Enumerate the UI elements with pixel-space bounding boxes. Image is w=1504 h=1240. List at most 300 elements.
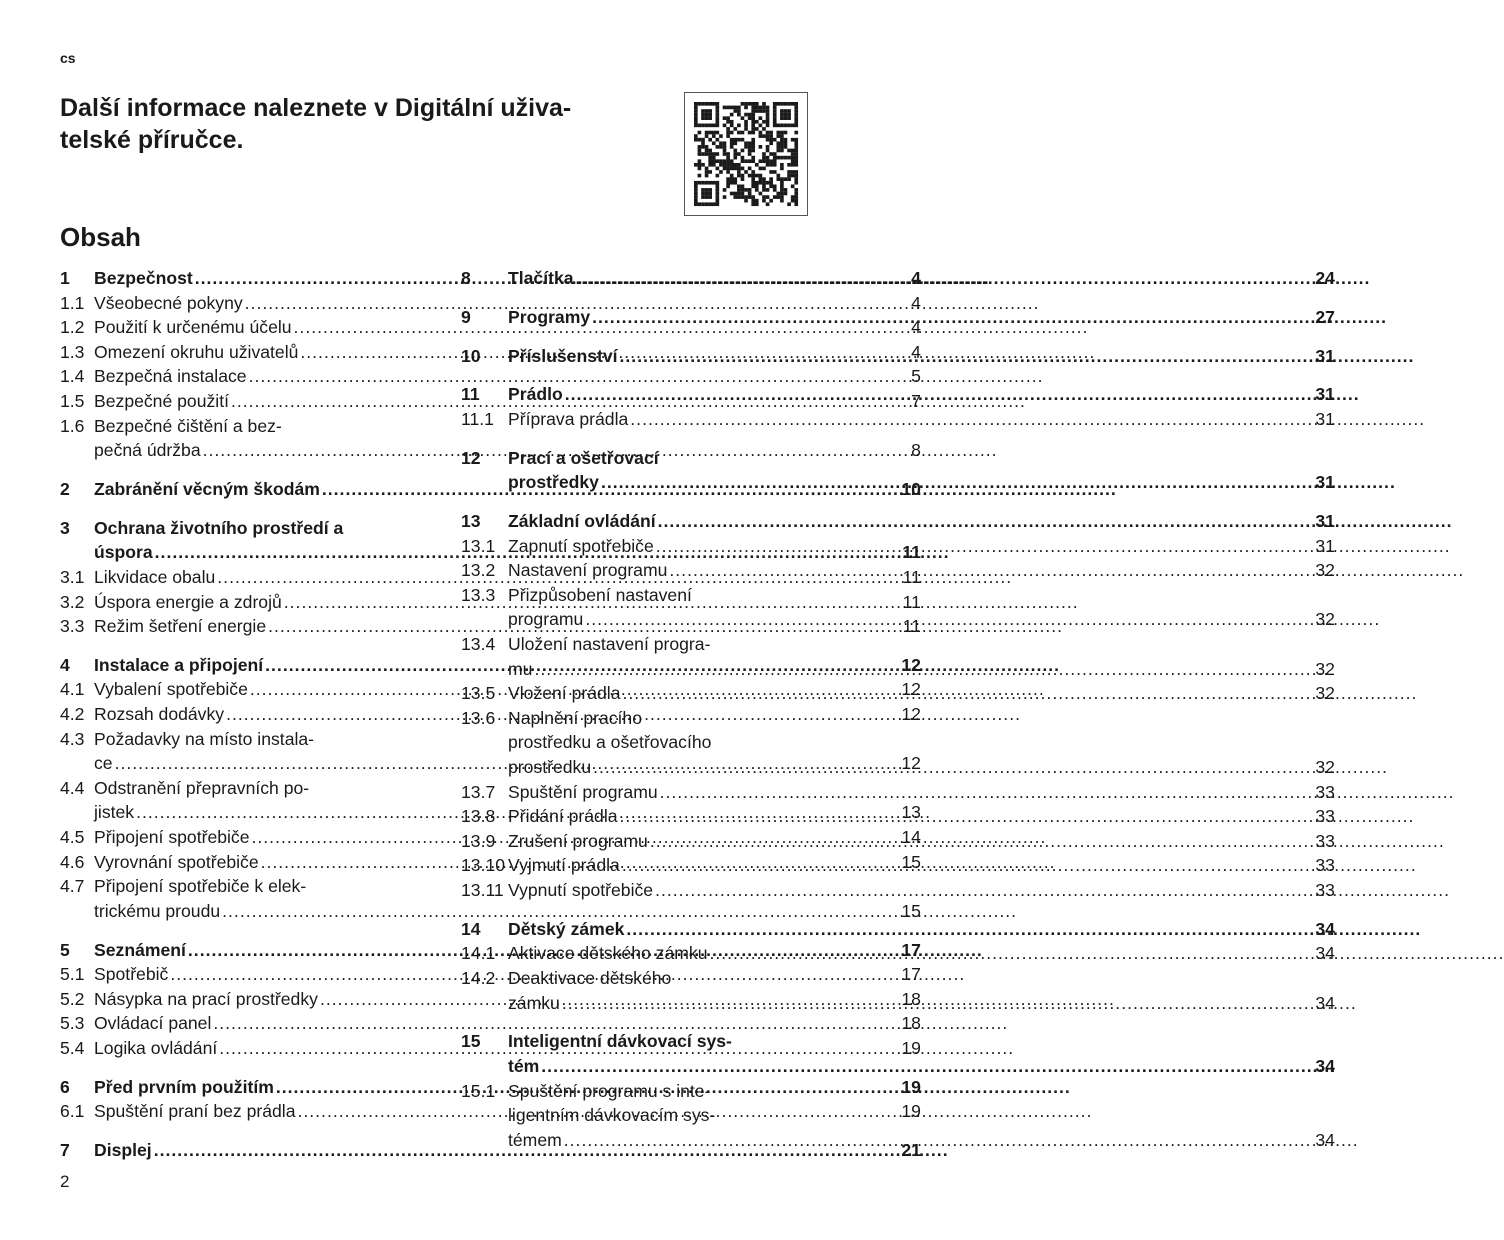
- qr-module: [748, 167, 752, 171]
- toc-leader-dots: [626, 917, 1305, 942]
- toc-entry-number: 11: [461, 384, 480, 405]
- qr-module: [791, 156, 795, 160]
- toc-entry-title: trickému proudu: [94, 900, 221, 921]
- qr-module: [698, 131, 702, 135]
- toc-entry-page: 19: [901, 1101, 921, 1122]
- qr-module: [716, 159, 720, 163]
- qr-module: [694, 199, 698, 203]
- qr-module: [698, 163, 702, 167]
- qr-module: [791, 199, 795, 203]
- qr-module: [787, 116, 791, 120]
- qr-module: [741, 188, 745, 192]
- toc-entry[interactable]: [461, 382, 1335, 407]
- toc-entry-number: 14: [461, 918, 481, 939]
- qr-module: [784, 124, 788, 128]
- qr-module: [769, 170, 773, 174]
- qr-module: [751, 170, 755, 174]
- toc-entry-page: 32: [1315, 757, 1335, 778]
- qr-module: [780, 188, 784, 192]
- toc-entry-number: 14.2: [461, 967, 496, 988]
- toc-leader-dots: [660, 780, 1305, 805]
- qr-module: [730, 138, 734, 142]
- qr-module: [794, 159, 798, 163]
- qr-module: [744, 141, 748, 145]
- toc-leader-dots: [650, 829, 1305, 854]
- qr-module: [776, 131, 780, 135]
- qr-module: [784, 188, 788, 192]
- toc-entry-title: Vybalení spotřebiče: [94, 679, 248, 700]
- qr-module: [741, 131, 745, 135]
- qr-module: [730, 192, 734, 196]
- qr-module: [751, 159, 755, 163]
- toc-entry-page: 33: [1315, 806, 1335, 827]
- toc-entry-page: 14: [901, 827, 921, 848]
- toc-entry-number: 1.2: [60, 317, 85, 338]
- qr-module: [698, 124, 702, 128]
- toc-entry-number: 4.5: [60, 827, 85, 848]
- toc-entry-title: Programy: [508, 306, 591, 327]
- qr-module: [791, 124, 795, 128]
- qr-module: [733, 149, 737, 153]
- qr-module: [748, 159, 752, 163]
- qr-module: [737, 152, 741, 156]
- qr-module: [705, 134, 709, 138]
- qr-module: [748, 145, 752, 149]
- qr-module: [716, 192, 720, 196]
- qr-module: [701, 109, 705, 113]
- qr-module: [755, 120, 759, 124]
- qr-module: [794, 152, 798, 156]
- qr-module: [719, 163, 723, 167]
- qr-module: [755, 174, 759, 178]
- qr-module: [766, 156, 770, 160]
- qr-module: [751, 199, 755, 203]
- qr-module: [784, 192, 788, 196]
- toc-entry-number: 13.1: [461, 535, 496, 556]
- qr-module: [698, 167, 702, 171]
- toc-entry-title: ce: [94, 753, 113, 774]
- qr-module: [694, 113, 698, 117]
- qr-module: [723, 116, 727, 120]
- qr-module: [737, 109, 741, 113]
- toc-entry-number: 1: [60, 268, 70, 288]
- qr-module: [694, 188, 698, 192]
- qr-module: [737, 138, 741, 142]
- qr-module: [780, 131, 784, 135]
- toc-entry[interactable]: [461, 407, 1335, 432]
- qr-module: [780, 145, 784, 149]
- qr-module: [726, 181, 730, 185]
- qr-module: [730, 163, 734, 167]
- qr-module: [708, 163, 712, 167]
- qr-module: [784, 138, 788, 142]
- toc-section: [461, 382, 1335, 431]
- qr-module: [701, 188, 705, 192]
- toc-entry-title: Instalace a připojení: [94, 654, 264, 675]
- toc-entry-title: Vyrovnání spotřebiče: [94, 851, 259, 872]
- qr-module: [741, 156, 745, 160]
- toc-entry-page: 12: [901, 679, 921, 700]
- qr-module: [794, 113, 798, 117]
- toc-entry-number: 4.6: [60, 851, 85, 872]
- qr-module: [762, 181, 766, 185]
- qr-module: [726, 152, 730, 156]
- qr-module: [723, 188, 727, 192]
- qr-module: [716, 195, 720, 199]
- qr-module: [726, 131, 730, 135]
- qr-module: [716, 120, 720, 124]
- qr-module: [733, 106, 737, 110]
- toc-leader-dots: [622, 681, 1304, 706]
- qr-module: [759, 109, 763, 113]
- qr-module: [794, 181, 798, 185]
- qr-module: [737, 106, 741, 110]
- qr-module: [773, 116, 777, 120]
- qr-module: [708, 102, 712, 106]
- qr-module: [744, 120, 748, 124]
- toc-leader-dots: [658, 509, 1305, 534]
- qr-module: [733, 177, 737, 181]
- toc-leader-dots: [710, 941, 1305, 966]
- qr-module: [723, 124, 727, 128]
- toc-entry-number: 1.5: [60, 390, 85, 411]
- qr-module: [751, 131, 755, 135]
- toc-entry[interactable]: [60, 364, 921, 389]
- qr-module: [780, 163, 784, 167]
- toc-entry[interactable]: [461, 266, 1335, 291]
- qr-module: [705, 145, 709, 149]
- qr-module: [773, 106, 777, 110]
- toc-entry-title: zámku: [508, 992, 560, 1013]
- qr-module: [730, 174, 734, 178]
- qr-module: [716, 202, 720, 206]
- toc-entry-title: Tlačítka: [508, 268, 574, 288]
- qr-module: [773, 156, 777, 160]
- toc-entry-page: 34: [1315, 1055, 1335, 1076]
- toc-entry-title: Odstranění přepravních po-: [94, 777, 310, 798]
- toc-entry-title: Seznámení: [94, 939, 186, 960]
- qr-module: [737, 192, 741, 196]
- qr-module: [705, 109, 709, 113]
- qr-module: [726, 116, 730, 120]
- toc-entry-page: 33: [1315, 781, 1335, 802]
- qr-module: [776, 192, 780, 196]
- toc-entry[interactable]: [60, 1011, 921, 1036]
- qr-module: [719, 170, 723, 174]
- toc-entry-title: Naplnění pracího: [508, 707, 642, 728]
- toc-entry-page: 11: [902, 542, 921, 563]
- qr-module: [705, 202, 709, 206]
- toc-entry-number: 5.1: [60, 964, 85, 985]
- toc-entry-title: Zrušení programu: [508, 830, 648, 851]
- qr-module: [698, 145, 702, 149]
- qr-module: [773, 195, 777, 199]
- qr-module: [791, 170, 795, 174]
- qr-module: [766, 134, 770, 138]
- qr-module: [733, 156, 737, 160]
- qr-module: [741, 167, 745, 171]
- toc-entry-number: 15.1: [461, 1080, 496, 1101]
- qr-module: [744, 195, 748, 199]
- toc-section: [461, 266, 1335, 291]
- qr-module: [773, 152, 777, 156]
- toc-entry-page: 24: [1315, 268, 1335, 288]
- toc-entry-number: 1.4: [60, 366, 85, 387]
- qr-module: [723, 145, 727, 149]
- toc-entry-number: 13.7: [461, 781, 496, 802]
- qr-module: [694, 109, 698, 113]
- toc-entry-number: 8: [461, 268, 471, 288]
- toc-entry-number: 10: [461, 345, 481, 366]
- qr-module: [705, 192, 709, 196]
- qr-module: [769, 163, 773, 167]
- toc-entry-title: programu: [508, 609, 584, 630]
- toc-entry[interactable]: [461, 878, 1335, 903]
- toc-entry-title: Režim šetření energie: [94, 616, 267, 637]
- qr-module: [748, 174, 752, 178]
- qr-module: [794, 195, 798, 199]
- toc-section: [461, 305, 1335, 330]
- qr-module: [705, 152, 709, 156]
- qr-module: [741, 102, 745, 106]
- qr-module: [751, 116, 755, 120]
- qr-module: [766, 138, 770, 142]
- qr-module: [708, 159, 712, 163]
- toc-entry-page: 4: [911, 341, 921, 362]
- qr-module: [737, 184, 741, 188]
- toc-entry[interactable]: [461, 344, 1335, 369]
- toc-entry-title: Všeobecné pokyny: [94, 292, 243, 313]
- qr-module: [719, 145, 723, 149]
- toc-entry-title: Omezení okruhu uživatelů: [94, 341, 299, 362]
- qr-module: [701, 195, 705, 199]
- qr-module: [716, 167, 720, 171]
- qr-module: [776, 195, 780, 199]
- qr-module: [794, 188, 798, 192]
- qr-module: [716, 138, 720, 142]
- qr-module: [791, 195, 795, 199]
- toc-entry[interactable]: [461, 509, 1335, 534]
- qr-module: [716, 184, 720, 188]
- qr-module: [741, 149, 745, 153]
- qr-module: [723, 149, 727, 153]
- toc-entry[interactable]: [461, 780, 1335, 805]
- qr-module: [744, 106, 748, 110]
- toc-entry-page: 12: [901, 704, 921, 725]
- toc-entry-page: 11: [902, 616, 921, 637]
- qr-module: [748, 149, 752, 153]
- toc-entry-title: Displej: [94, 1140, 152, 1161]
- qr-module: [694, 202, 698, 206]
- toc-entry-number: 9: [461, 306, 471, 327]
- qr-module: [755, 199, 759, 203]
- qr-module: [791, 159, 795, 163]
- qr-module: [744, 188, 748, 192]
- qr-module: [784, 156, 788, 160]
- qr-module: [784, 177, 788, 181]
- qr-module: [705, 195, 709, 199]
- qr-module: [705, 131, 709, 135]
- qr-module: [762, 167, 766, 171]
- qr-module: [794, 149, 798, 153]
- toc-entry-title: Logika ovládání: [94, 1037, 218, 1058]
- qr-module: [791, 149, 795, 153]
- qr-code: [684, 92, 808, 216]
- qr-module: [780, 109, 784, 113]
- qr-module: [751, 120, 755, 124]
- qr-module: [780, 177, 784, 181]
- qr-module: [712, 181, 716, 185]
- qr-module: [751, 181, 755, 185]
- qr-module: [759, 177, 763, 181]
- qr-module: [784, 141, 788, 145]
- qr-module: [784, 102, 788, 106]
- qr-module: [787, 102, 791, 106]
- toc-leader-dots: [655, 878, 1305, 903]
- qr-module: [705, 149, 709, 153]
- toc-entry-page: 18: [901, 1013, 921, 1034]
- toc-leader-dots: [562, 991, 1305, 1016]
- qr-module: [780, 113, 784, 117]
- qr-module: [712, 156, 716, 160]
- qr-module: [705, 188, 709, 192]
- qr-module: [694, 163, 698, 167]
- toc-entry-number: 7: [60, 1140, 70, 1161]
- qr-module: [716, 106, 720, 110]
- qr-module: [716, 181, 720, 185]
- toc-entry[interactable]: [461, 804, 1335, 829]
- toc-entry[interactable]: [60, 291, 921, 316]
- toc-entry-page: 21: [901, 1140, 921, 1161]
- qr-module: [780, 116, 784, 120]
- qr-module: [708, 195, 712, 199]
- toc-entry-page: 8: [911, 440, 921, 461]
- qr-module: [705, 174, 709, 178]
- qr-module: [701, 163, 705, 167]
- qr-module: [769, 138, 773, 142]
- qr-module: [759, 145, 763, 149]
- qr-module: [773, 113, 777, 117]
- toc-entry-number: 6.1: [60, 1101, 85, 1122]
- qr-module: [737, 163, 741, 167]
- qr-module: [776, 102, 780, 106]
- qr-module: [716, 152, 720, 156]
- toc-entry-number: 13.11: [461, 880, 504, 900]
- toc-entry-number: 4.3: [60, 728, 85, 749]
- qr-module: [787, 124, 791, 128]
- page-number: 2: [60, 1172, 70, 1191]
- qr-module: [748, 116, 752, 120]
- toc-entry-title: Prádlo: [508, 384, 563, 405]
- qr-module: [769, 199, 773, 203]
- qr-module: [780, 102, 784, 106]
- qr-module: [787, 202, 791, 206]
- toc-entry-title: ligentním dávkovacím sys-: [508, 1105, 716, 1126]
- qr-module: [759, 192, 763, 196]
- qr-module: [769, 184, 773, 188]
- qr-module: [780, 184, 784, 188]
- qr-module: [723, 163, 727, 167]
- qr-module: [755, 127, 759, 131]
- qr-module: [733, 163, 737, 167]
- qr-module: [701, 138, 705, 142]
- qr-module: [694, 192, 698, 196]
- toc-entry-number: 13: [461, 511, 481, 532]
- toc-entry-title: Spuštění praní bez prádla: [94, 1101, 296, 1122]
- qr-module: [755, 181, 759, 185]
- qr-module: [755, 102, 759, 106]
- qr-module: [716, 199, 720, 203]
- qr-module: [698, 149, 702, 153]
- qr-module: [719, 159, 723, 163]
- qr-module: [780, 141, 784, 145]
- qr-module: [759, 124, 763, 128]
- toc-entry-page: 31: [1315, 472, 1335, 493]
- toc-entry-title: témem: [508, 1129, 562, 1150]
- qr-module: [794, 177, 798, 181]
- qr-module: [780, 156, 784, 160]
- toc-entry-title: pečná údržba: [94, 440, 201, 461]
- qr-module: [726, 170, 730, 174]
- qr-module: [759, 167, 763, 171]
- toc-entry-page: 31: [1315, 345, 1335, 366]
- toc-entry-title: Likvidace obalu: [94, 566, 216, 587]
- toc-leader-dots: [601, 470, 1305, 495]
- toc-entry-page: 32: [1315, 560, 1335, 581]
- qr-module: [780, 167, 784, 171]
- toc-entry-page: 27: [1315, 306, 1335, 327]
- toc-entry-number: 4.2: [60, 704, 85, 725]
- qr-module: [776, 124, 780, 128]
- qr-module: [730, 106, 734, 110]
- qr-module: [751, 195, 755, 199]
- qr-module: [716, 116, 720, 120]
- qr-module: [744, 159, 748, 163]
- qr-module: [755, 188, 759, 192]
- qr-module: [762, 134, 766, 138]
- toc-entry[interactable]: [461, 917, 1335, 942]
- toc-entry-number: 13.5: [461, 683, 496, 704]
- toc-entry-page: 18: [901, 988, 921, 1009]
- qr-module: [737, 195, 741, 199]
- qr-module: [748, 113, 752, 117]
- qr-module: [698, 202, 702, 206]
- toc-leader-dots: [534, 657, 1304, 682]
- toc-entry-number: 4.1: [60, 679, 85, 700]
- toc-heading: Obsah: [60, 222, 141, 252]
- qr-module: [744, 102, 748, 106]
- qr-module: [780, 199, 784, 203]
- toc-entry-number: 4.4: [60, 777, 85, 798]
- toc-entry-title: Bezpečné použití: [94, 390, 229, 411]
- qr-module: [737, 124, 741, 128]
- qr-module: [723, 167, 727, 171]
- toc-entry[interactable]: [461, 305, 1335, 330]
- qr-module: [787, 163, 791, 167]
- qr-module: [705, 124, 709, 128]
- toc-entry-title: Použití k určenému účelu: [94, 317, 292, 338]
- qr-module: [716, 102, 720, 106]
- qr-module: [751, 102, 755, 106]
- toc-entry-number: 15: [461, 1031, 481, 1052]
- qr-module: [705, 181, 709, 185]
- qr-module: [769, 177, 773, 181]
- qr-module: [708, 156, 712, 160]
- qr-module: [759, 174, 763, 178]
- qr-module: [733, 141, 737, 145]
- qr-module: [708, 109, 712, 113]
- toc-entry-page: 31: [1315, 535, 1335, 556]
